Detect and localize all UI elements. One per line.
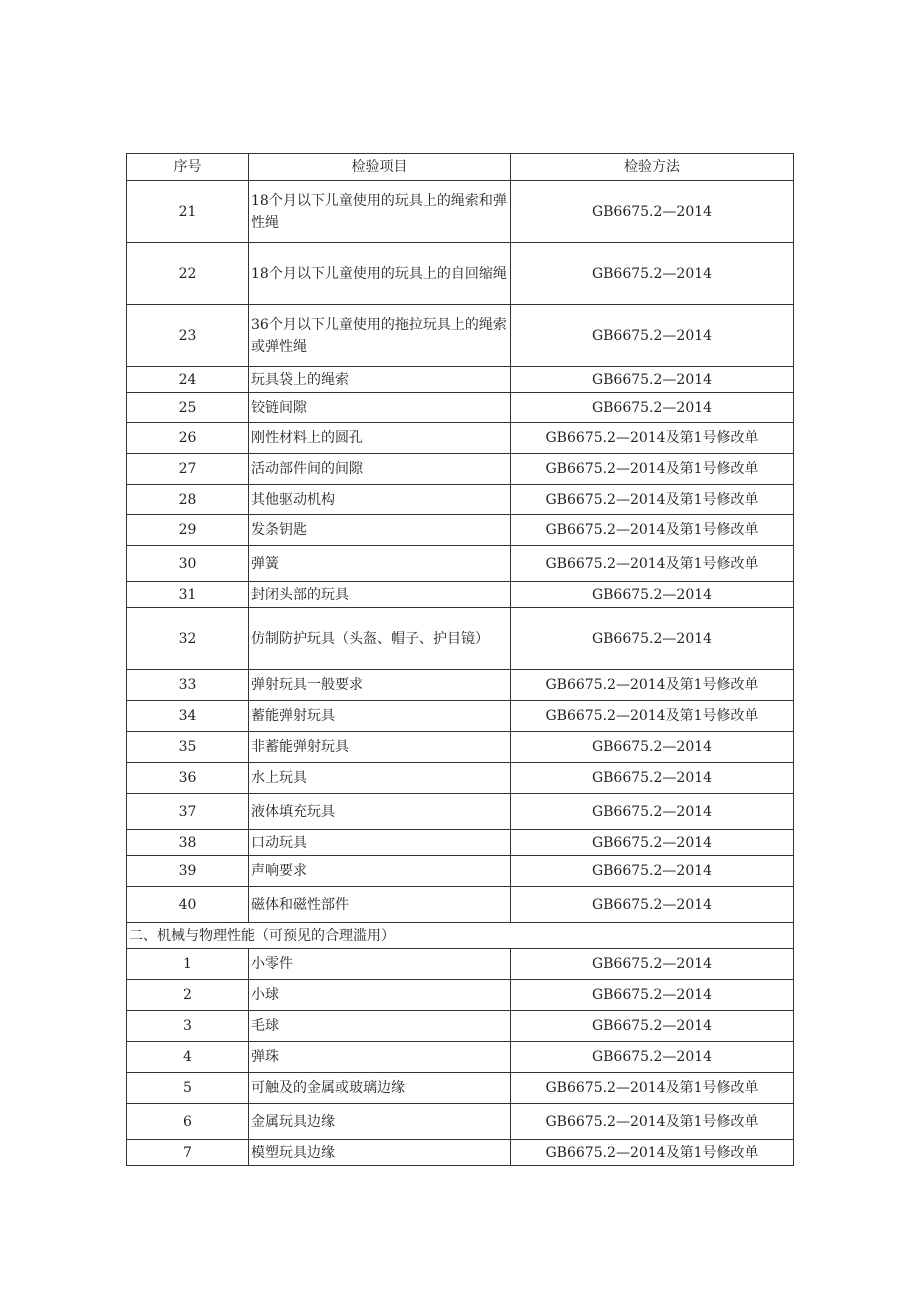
cell-no: 24: [127, 367, 249, 393]
cell-no: 31: [127, 582, 249, 608]
cell-no: 32: [127, 608, 249, 670]
cell-no: 29: [127, 515, 249, 546]
cell-item: 声响要求: [249, 856, 511, 887]
table-row: [127, 1011, 794, 1042]
cell-item: 弹珠: [249, 1042, 511, 1073]
table-row: [127, 794, 794, 830]
table-row: [127, 1042, 794, 1073]
cell-no: 27: [127, 454, 249, 485]
cell-method: GB6675.2—2014及第1号修改单: [511, 1104, 794, 1140]
table-row: [127, 732, 794, 763]
cell-item: 可触及的金属或玻璃边缘: [249, 1073, 511, 1104]
cell-method: GB6675.2—2014: [511, 732, 794, 763]
cell-item: 刚性材料上的圆孔: [249, 423, 511, 454]
header-row: [127, 154, 794, 181]
cell-no: 1: [127, 949, 249, 980]
cell-method: GB6675.2—2014: [511, 763, 794, 794]
table-row: [127, 949, 794, 980]
cell-method: GB6675.2—2014: [511, 794, 794, 830]
cell-method: GB6675.2—2014: [511, 830, 794, 856]
cell-method: GB6675.2—2014: [511, 393, 794, 423]
cell-item: 小零件: [249, 949, 511, 980]
cell-item: 活动部件间的间隙: [249, 454, 511, 485]
cell-method: GB6675.2—2014及第1号修改单: [511, 546, 794, 582]
cell-no: 2: [127, 980, 249, 1011]
cell-item: 液体填充玩具: [249, 794, 511, 830]
cell-method: GB6675.2—2014: [511, 181, 794, 243]
cell-no: 4: [127, 1042, 249, 1073]
cell-no: 5: [127, 1073, 249, 1104]
cell-item: 36个月以下儿童使用的拖拉玩具上的绳索或弹性绳: [249, 305, 511, 367]
cell-no: 38: [127, 830, 249, 856]
cell-method: GB6675.2—2014: [511, 887, 794, 923]
cell-method: GB6675.2—2014: [511, 980, 794, 1011]
header-no: 序号: [127, 154, 249, 181]
cell-item: 模塑玩具边缘: [249, 1140, 511, 1166]
table-row: [127, 980, 794, 1011]
cell-item: 其他驱动机构: [249, 485, 511, 515]
cell-method: GB6675.2—2014: [511, 856, 794, 887]
cell-method: GB6675.2—2014: [511, 367, 794, 393]
cell-method: GB6675.2—2014: [511, 949, 794, 980]
table-row: [127, 608, 794, 670]
cell-item: 封闭头部的玩具: [249, 582, 511, 608]
table-row: [127, 423, 794, 454]
table-row: [127, 485, 794, 515]
cell-method: GB6675.2—2014及第1号修改单: [511, 1140, 794, 1166]
cell-no: 25: [127, 393, 249, 423]
table-row: [127, 181, 794, 243]
cell-no: 3: [127, 1011, 249, 1042]
table-row: [127, 546, 794, 582]
header-item: 检验项目: [249, 154, 511, 181]
cell-no: 37: [127, 794, 249, 830]
cell-method: GB6675.2—2014及第1号修改单: [511, 485, 794, 515]
cell-no: 39: [127, 856, 249, 887]
cell-method: GB6675.2—2014: [511, 305, 794, 367]
cell-no: 36: [127, 763, 249, 794]
cell-method: GB6675.2—2014: [511, 1011, 794, 1042]
cell-item: 铰链间隙: [249, 393, 511, 423]
cell-method: GB6675.2—2014及第1号修改单: [511, 670, 794, 701]
cell-method: GB6675.2—2014及第1号修改单: [511, 515, 794, 546]
table-row: [127, 1140, 794, 1166]
cell-method: GB6675.2—2014: [511, 582, 794, 608]
cell-no: 6: [127, 1104, 249, 1140]
table-row: [127, 1073, 794, 1104]
table-row: [127, 670, 794, 701]
cell-method: GB6675.2—2014: [511, 1042, 794, 1073]
cell-no: 35: [127, 732, 249, 763]
cell-method: GB6675.2—2014及第1号修改单: [511, 454, 794, 485]
cell-no: 33: [127, 670, 249, 701]
table-row: [127, 305, 794, 367]
cell-no: 21: [127, 181, 249, 243]
table-row: [127, 454, 794, 485]
table-row: [127, 856, 794, 887]
header-method: 检验方法: [511, 154, 794, 181]
table-row: [127, 1104, 794, 1140]
cell-no: 30: [127, 546, 249, 582]
cell-method: GB6675.2—2014及第1号修改单: [511, 701, 794, 732]
cell-item: 弹簧: [249, 546, 511, 582]
cell-no: 22: [127, 243, 249, 305]
cell-method: GB6675.2—2014: [511, 243, 794, 305]
cell-item: 蓄能弹射玩具: [249, 701, 511, 732]
cell-item: 18个月以下儿童使用的玩具上的自回缩绳: [249, 243, 511, 305]
table-row: [127, 763, 794, 794]
cell-no: 28: [127, 485, 249, 515]
table-row: [127, 582, 794, 608]
cell-no: 26: [127, 423, 249, 454]
cell-item: 水上玩具: [249, 763, 511, 794]
cell-method: GB6675.2—2014及第1号修改单: [511, 1073, 794, 1104]
cell-item: 18个月以下儿童使用的玩具上的绳索和弹性绳: [249, 181, 511, 243]
inspection-table: [126, 153, 794, 1166]
table-row: [127, 243, 794, 305]
cell-item: 磁体和磁性部件: [249, 887, 511, 923]
cell-item: 口动玩具: [249, 830, 511, 856]
section-title: 二、机械与物理性能（可预见的合理滥用）: [127, 923, 794, 949]
table-row: [127, 393, 794, 423]
cell-item: 毛球: [249, 1011, 511, 1042]
cell-no: 34: [127, 701, 249, 732]
cell-no: 40: [127, 887, 249, 923]
section-row: [127, 923, 794, 949]
cell-item: 玩具袋上的绳索: [249, 367, 511, 393]
cell-item: 弹射玩具一般要求: [249, 670, 511, 701]
cell-method: GB6675.2—2014: [511, 608, 794, 670]
table-row: [127, 830, 794, 856]
table-row: [127, 887, 794, 923]
table-row: [127, 701, 794, 732]
cell-item: 小球: [249, 980, 511, 1011]
cell-item: 非蓄能弹射玩具: [249, 732, 511, 763]
cell-item: 金属玩具边缘: [249, 1104, 511, 1140]
cell-item: 发条钥匙: [249, 515, 511, 546]
table-row: [127, 367, 794, 393]
cell-no: 23: [127, 305, 249, 367]
cell-item: 仿制防护玩具（头盔、帽子、护目镜）: [249, 608, 511, 670]
cell-method: GB6675.2—2014及第1号修改单: [511, 423, 794, 454]
table-row: [127, 515, 794, 546]
cell-no: 7: [127, 1140, 249, 1166]
